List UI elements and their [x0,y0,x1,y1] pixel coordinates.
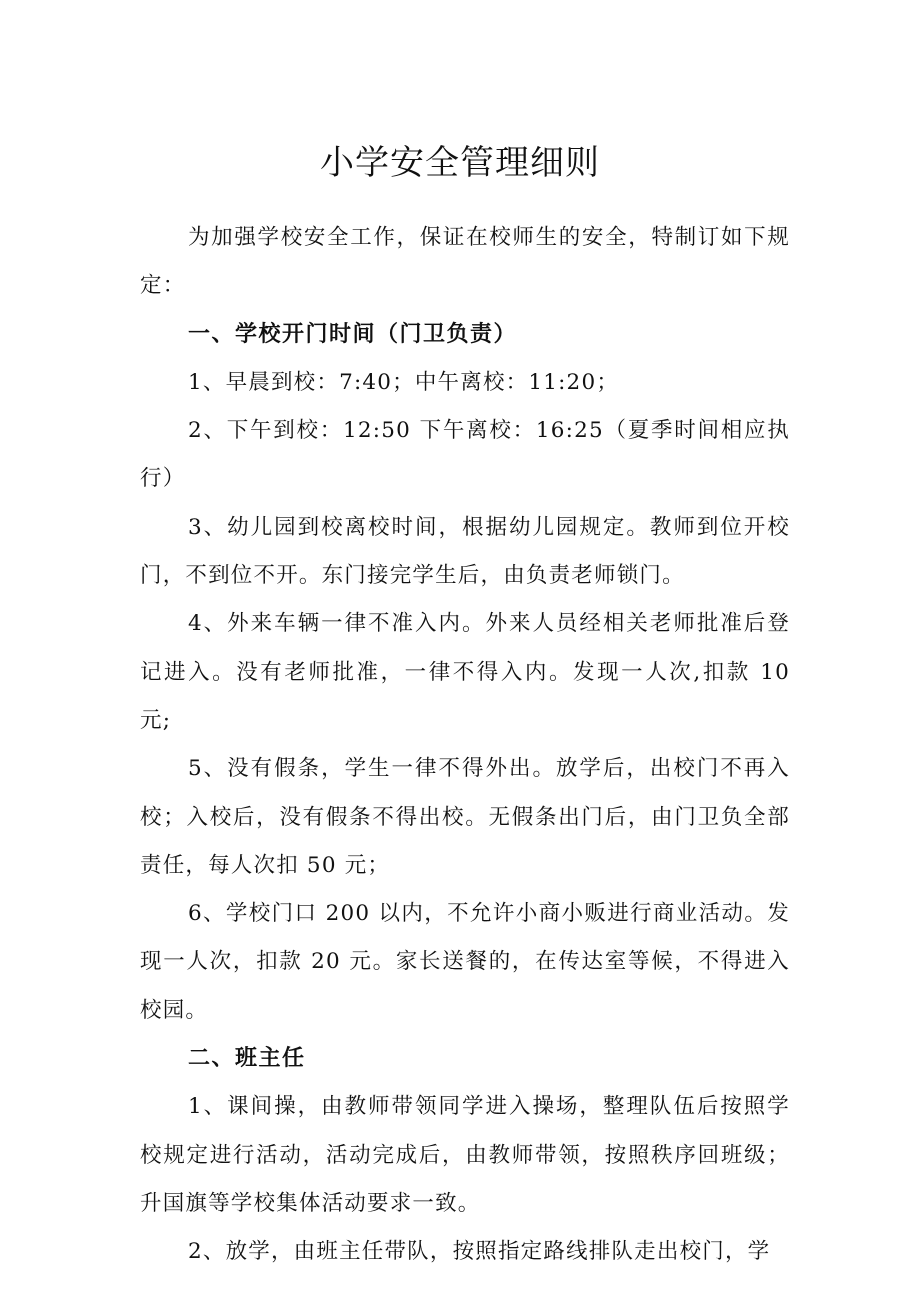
section-heading-gate-hours: 一、学校开门时间（门卫负责） [188,321,518,347]
intro-paragraph: 为加强学校安全工作，保证在校师生的安全，特制订如下规定： [140,225,790,299]
list-item: 5、没有假条，学生一律不得外出。放学后，出校门不再入校；入校后，没有假条不得出校。无假条出门后，由门卫负全部责任，每人次扣 50 元； [140,756,790,878]
document-body [140,214,790,1277]
list-item: 2、下午到校：12:50 下午离校：16:25（夏季时间相应执行） [140,418,790,492]
list-item: 1、早晨到校：7:40；中午离校：11:20； [188,369,620,395]
list-item: 3、幼儿园到校离校时间，根据幼儿园规定。教师到位开校门，不到位不开。东门接完学生后，由负责老师锁门。 [140,514,790,589]
document-title: 小学安全管理细则 [320,143,600,183]
section-heading-class-teacher: 二、班主任 [188,1046,306,1072]
list-item: 2、放学，由班主任带队，按照指定路线排队走出校门，学 [188,1239,771,1265]
list-item: 4、外来车辆一律不准入内。外来人员经相关老师批准后登记进入。没有老师批准，一律不得入内。发现一人次,扣款 10 元; [140,611,790,733]
list-item: 6、学校门口 200 以内，不允许小商小贩进行商业活动。发现一人次，扣款 20 元。家长送餐的，在传达室等候，不得进入校园。 [140,901,790,1023]
list-item: 1、课间操，由教师带领同学进入操场，整理队伍后按照学校规定进行活动，活动完成后，由教师带领，按照秩序回班级；升国旗等学校集体活动要求一致。 [140,1094,790,1216]
